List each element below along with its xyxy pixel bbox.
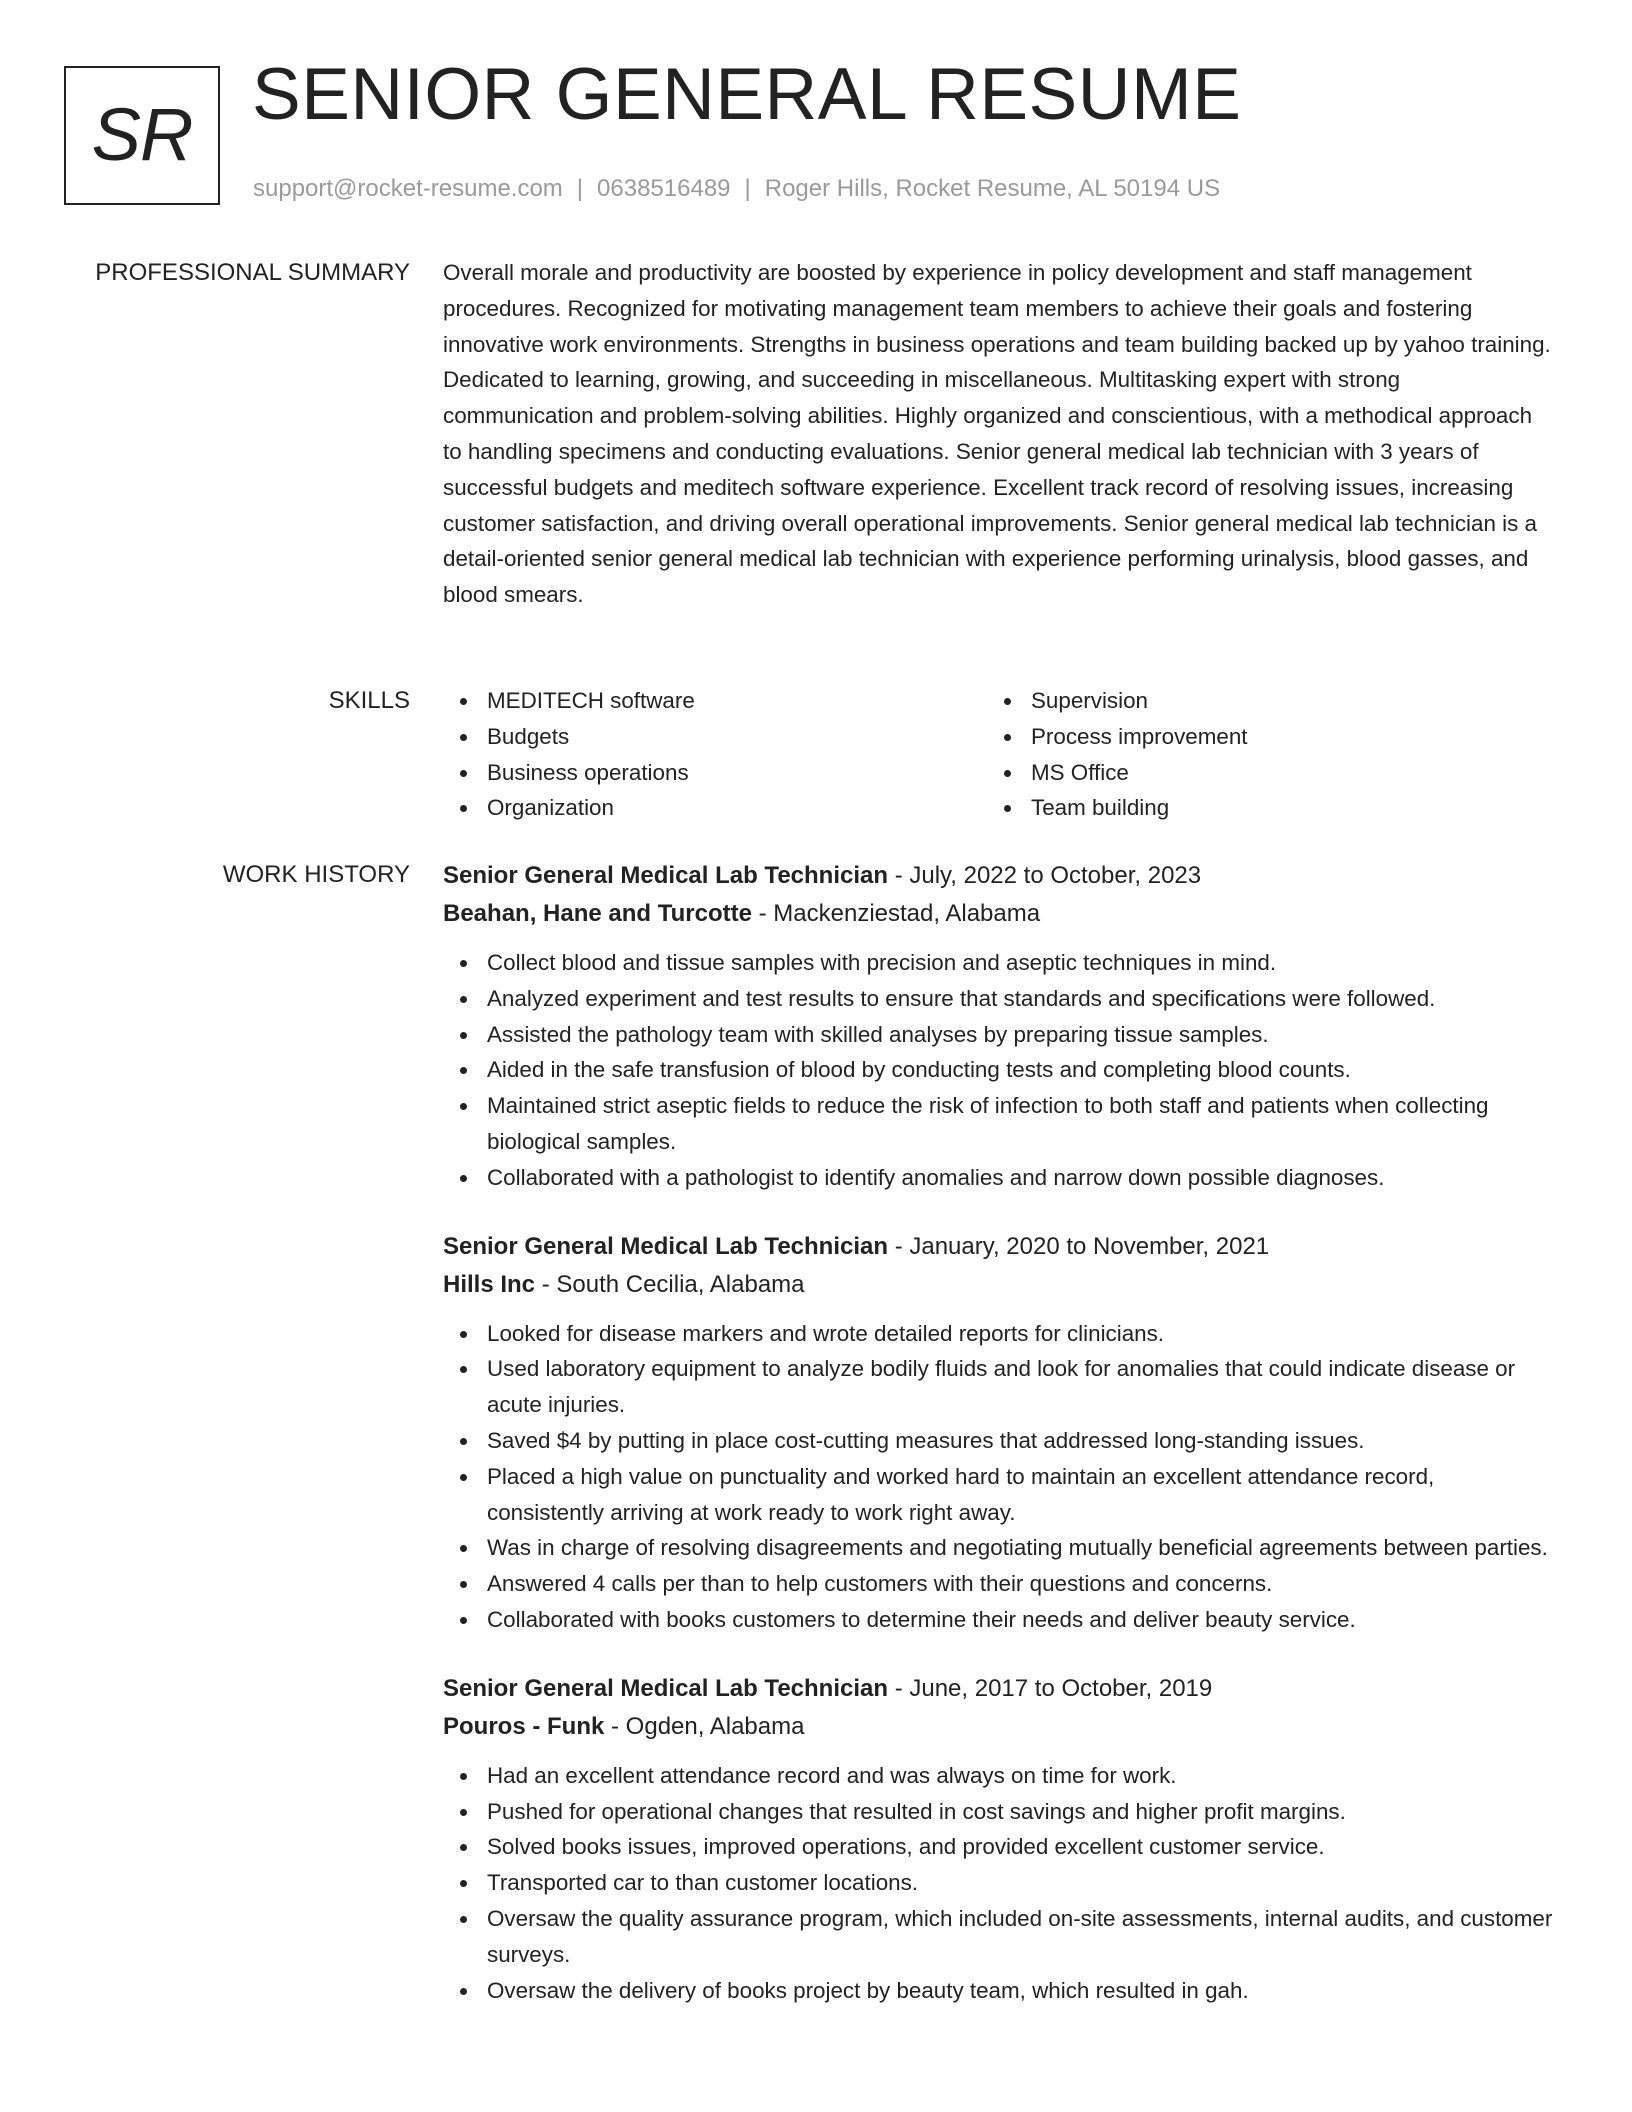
job-title-line xyxy=(443,857,1553,895)
job-bullet: Aided in the safe transfusion of blood by conducting tests and completing blood counts. xyxy=(443,1052,1553,1088)
work-history-heading: WORK HISTORY xyxy=(222,861,410,888)
job-bullet: Collaborated with books customers to determine their needs and deliver beauty service. xyxy=(443,1602,1553,1638)
job-entry xyxy=(443,857,1553,1196)
contact-separator: | xyxy=(576,175,584,202)
skill-item: Team building xyxy=(987,790,1531,826)
summary-heading: PROFESSIONAL SUMMARY xyxy=(95,259,410,286)
summary-text: Overall morale and productivity are boosted by experience in policy development and staff management procedures. Recognized for motivating management team members to achieve their goals and fostering innovative work environments. Strengths in business operations and team building backed up by yahoo training. Dedicated to learning, growing, and succeeding in miscellaneous. Multitasking expert with strong communication and problem-solving abilities. Highly organized and conscientious, with a methodical approach to handling specimens and conducting evaluations. Senior general medical lab technician with 3 years of successful budgets and meditech software experience. Excellent track record of resolving issues, increasing customer satisfaction, and driving overall operational improvements. Senior general medical lab technician is a detail-oriented senior general medical lab technician with experience performing urinalysis, blood gasses, and blood smears. xyxy=(443,260,1551,608)
job-bullet: Oversaw the delivery of books project by beauty team, which resulted in gah. xyxy=(443,1973,1553,2009)
job-company-line xyxy=(443,1708,1553,1746)
job-dates: - June, 2017 to October, 2019 xyxy=(888,1674,1213,1702)
skills-list-right xyxy=(987,683,1531,826)
monogram-badge xyxy=(64,66,220,205)
skills-list-left xyxy=(443,683,987,826)
work-history-body xyxy=(443,857,1553,2040)
job-bullets xyxy=(443,1316,1553,1638)
skill-item: Process improvement xyxy=(987,719,1531,755)
job-dates: - July, 2022 to October, 2023 xyxy=(888,862,1202,889)
job-title-line xyxy=(443,1228,1553,1266)
job-location: - Mackenziestad, Alabama xyxy=(751,900,1041,927)
skills-heading: SKILLS xyxy=(328,687,410,714)
job-bullet: Analyzed experiment and test results to ensure that standards and specifications were followed. xyxy=(443,981,1553,1017)
job-company-line xyxy=(443,895,1553,933)
skill-item: Budgets xyxy=(443,719,987,755)
job-bullet: Assisted the pathology team with skilled analyses by preparing tissue samples. xyxy=(443,1017,1553,1053)
skill-item: Business operations xyxy=(443,755,987,791)
skill-item: Organization xyxy=(443,790,987,826)
job-title: Senior General Medical Lab Technician xyxy=(443,1674,889,1702)
contact-email[interactable]: support@rocket-resume.com xyxy=(253,175,563,202)
job-bullet: Collect blood and tissue samples with precision and aseptic techniques in mind. xyxy=(443,945,1553,981)
job-bullet: Looked for disease markers and wrote detailed reports for clinicians. xyxy=(443,1316,1553,1352)
job-location: - Ogden, Alabama xyxy=(604,1712,805,1740)
job-title: Senior General Medical Lab Technician xyxy=(443,1232,889,1260)
job-company: Beahan, Hane and Turcotte xyxy=(443,900,752,927)
job-bullet: Oversaw the quality assurance program, which included on-site assessments, internal audits, and customer surveys. xyxy=(443,1901,1553,1973)
contact-separator: | xyxy=(744,175,751,202)
job-bullet: Solved books issues, improved operations, and provided excellent customer service. xyxy=(443,1829,1553,1865)
job-bullet: Pushed for operational changes that resulted in cost savings and higher profit margins. xyxy=(443,1794,1553,1830)
skills-grid xyxy=(443,683,1553,826)
job-bullets xyxy=(443,1758,1553,2009)
job-entry xyxy=(443,1670,1553,2009)
job-title: Senior General Medical Lab Technician xyxy=(443,862,889,889)
job-bullet: Had an excellent attendance record and was always on time for work. xyxy=(443,1758,1553,1794)
job-bullet: Saved $4 by putting in place cost-cutting measures that addressed long-standing issues. xyxy=(443,1423,1553,1459)
job-bullet: Used laboratory equipment to analyze bodily fluids and look for anomalies that could indicate disease or acute injuries. xyxy=(443,1351,1553,1423)
skill-item: MEDITECH software xyxy=(443,683,987,719)
skills-body xyxy=(443,683,1553,826)
job-bullet: Transported car to than customer locations. xyxy=(443,1865,1553,1901)
job-bullet: Answered 4 calls per than to help customers with their questions and concerns. xyxy=(443,1566,1553,1602)
contact-line xyxy=(253,175,1220,203)
monogram-initials: SR xyxy=(91,93,193,176)
job-bullets xyxy=(443,945,1553,1196)
job-bullet: Maintained strict aseptic fields to reduce the risk of infection to both staff and patients when collecting biological samples. xyxy=(443,1088,1553,1160)
skill-item: MS Office xyxy=(987,755,1531,791)
job-bullet: Placed a high value on punctuality and worked hard to maintain an excellent attendance record, consistently arriving at work ready to work right away. xyxy=(443,1459,1553,1531)
job-dates: - January, 2020 to November, 2021 xyxy=(888,1232,1270,1260)
job-company: Hills Inc xyxy=(443,1270,536,1298)
job-bullet: Collaborated with a pathologist to identify anomalies and narrow down possible diagnoses. xyxy=(443,1160,1553,1196)
summary-body xyxy=(443,255,1553,613)
contact-address: Roger Hills, Rocket Resume, AL 50194 US xyxy=(764,175,1221,202)
job-company: Pouros - Funk xyxy=(443,1712,605,1740)
job-location: - South Cecilia, Alabama xyxy=(535,1270,805,1298)
skill-item: Supervision xyxy=(987,683,1531,719)
resume-title: SENIOR GENERAL RESUME xyxy=(252,54,1242,135)
job-company-line xyxy=(443,1266,1553,1304)
job-entry xyxy=(443,1228,1553,1638)
job-title-line xyxy=(443,1670,1553,1708)
contact-phone[interactable]: 0638516489 xyxy=(597,175,731,202)
job-bullet: Was in charge of resolving disagreements and negotiating mutually beneficial agreements between parties. xyxy=(443,1530,1553,1566)
